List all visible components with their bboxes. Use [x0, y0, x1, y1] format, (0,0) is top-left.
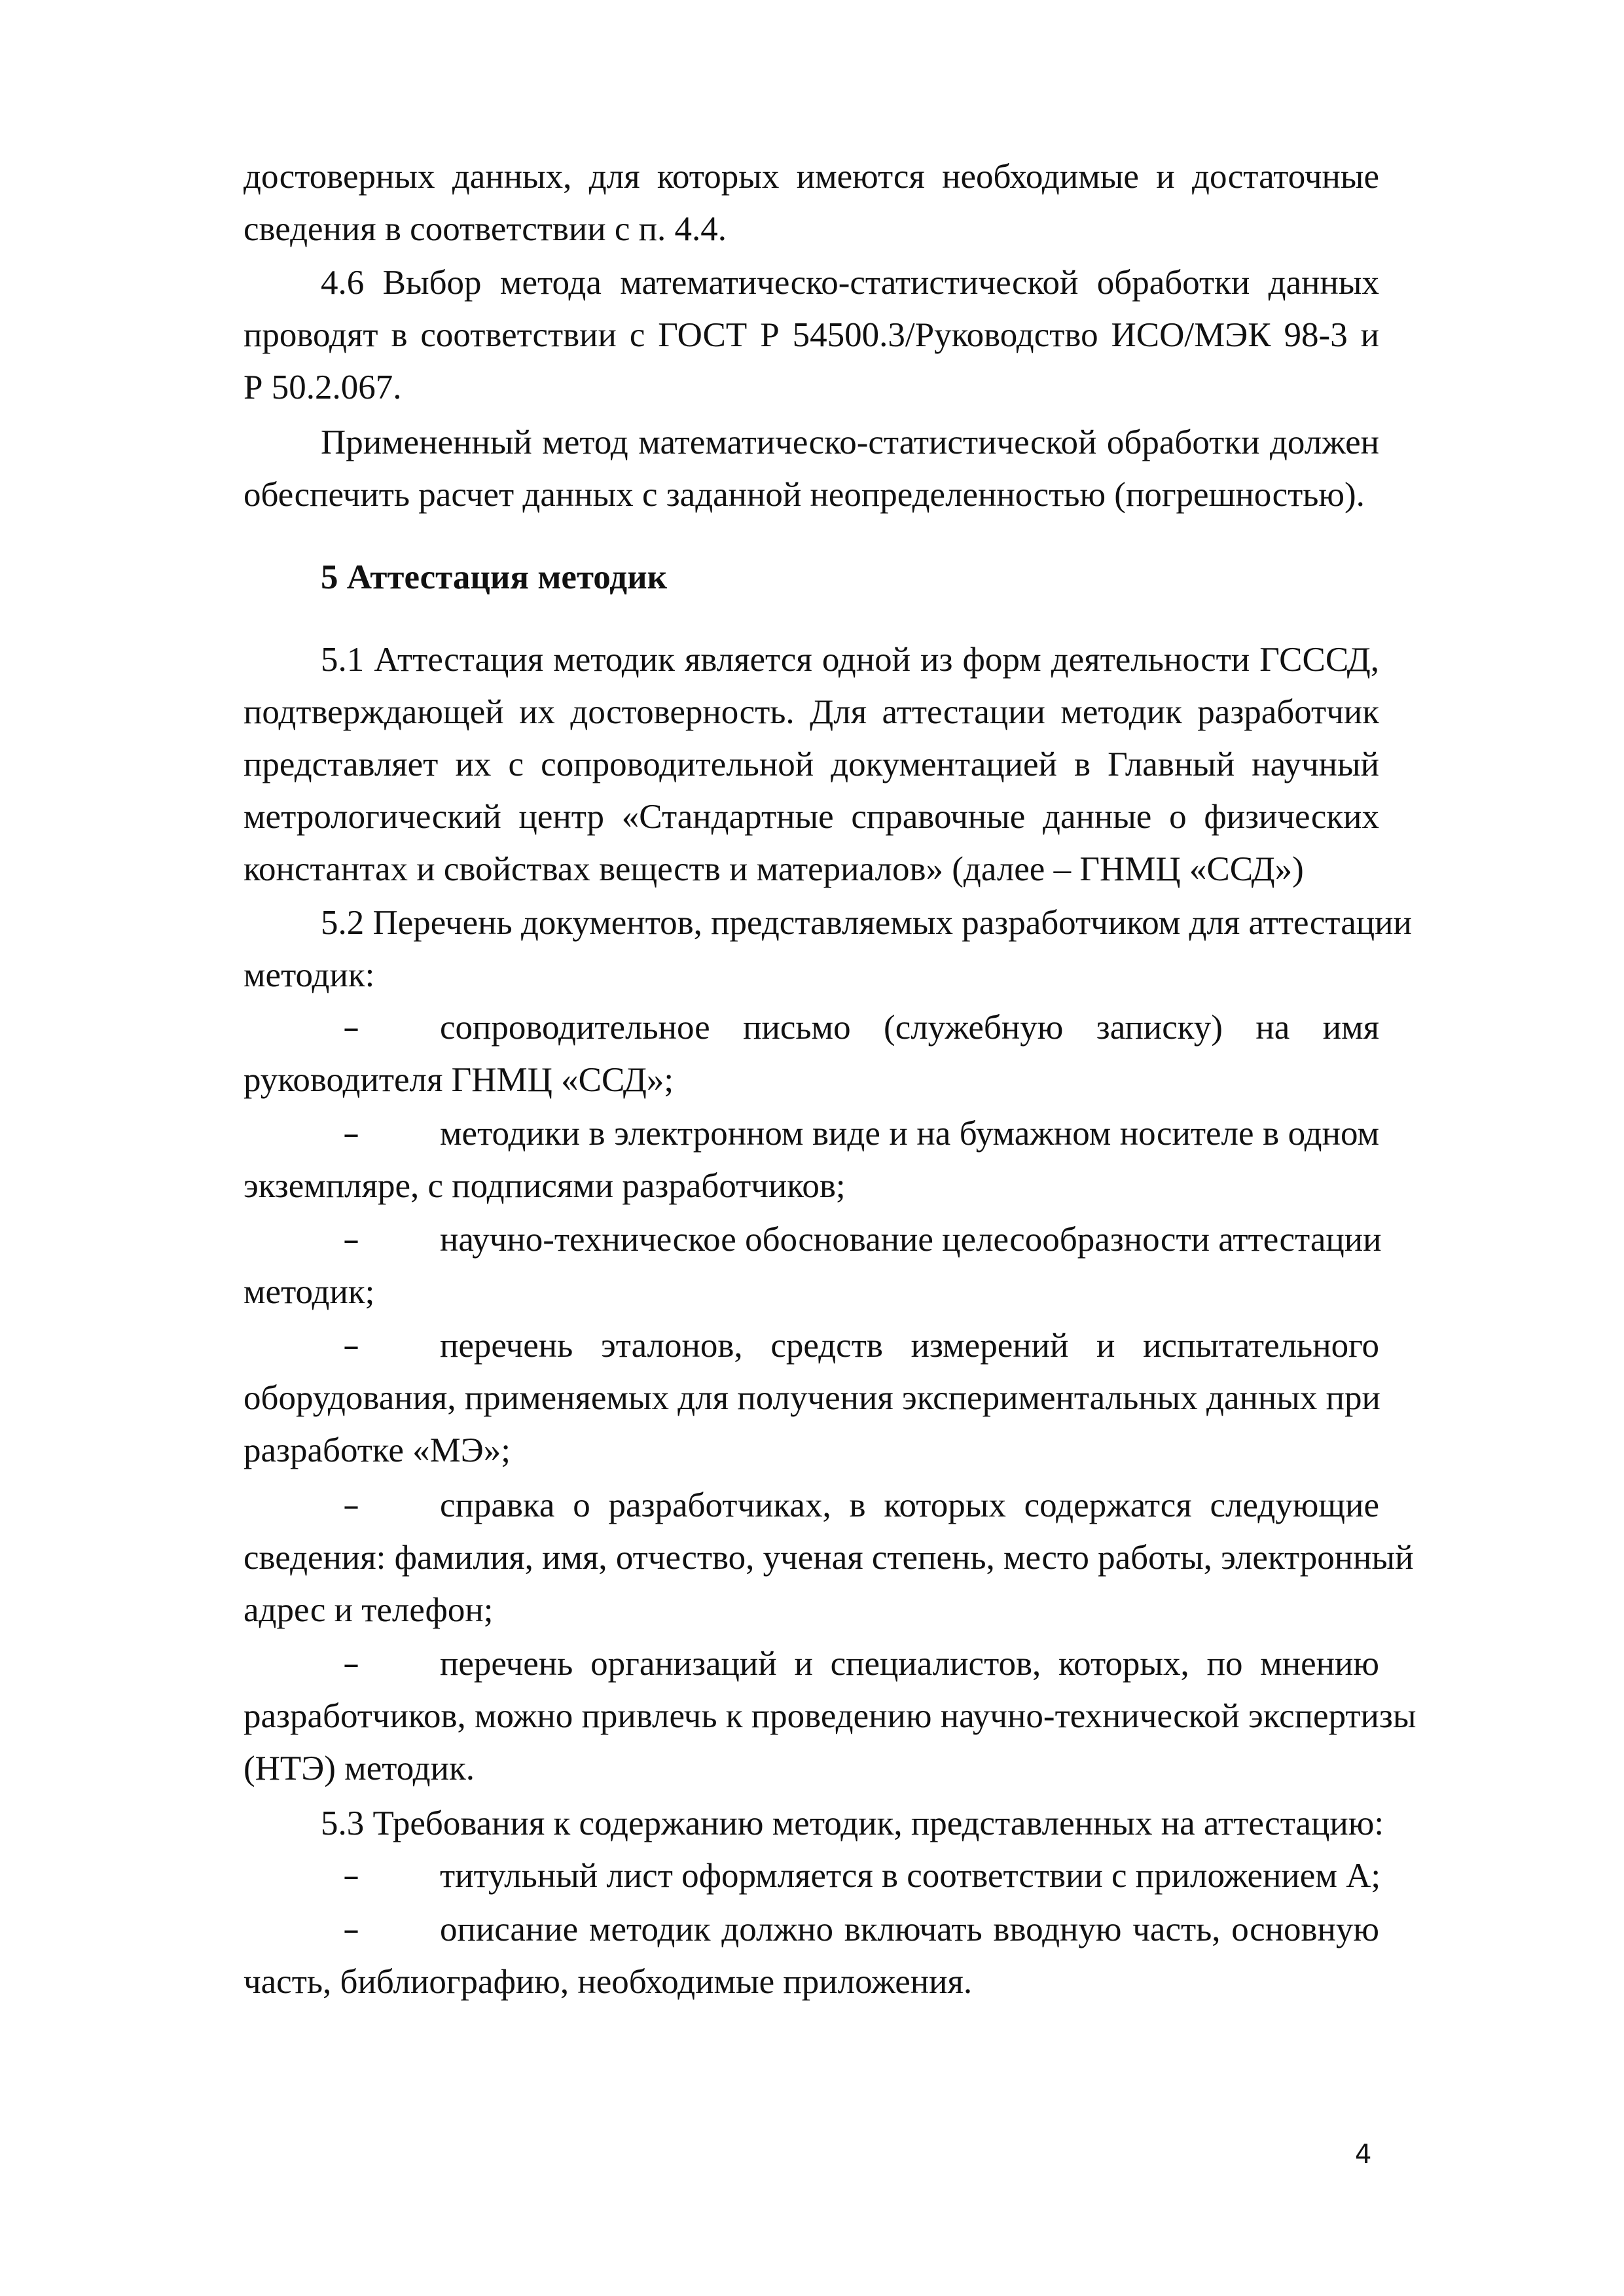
- list-dash: –: [343, 1009, 359, 1047]
- paragraph-5-3-line: 5.3 Требования к содержанию методик, представленных на аттестацию:: [321, 1804, 1384, 1842]
- paragraph-5-2-line: 5.2 Перечень документов, представляемых разработчиком для аттестации: [321, 904, 1412, 942]
- list-item-line: справка о разработчиках, в которых содержатся следующие: [440, 1486, 1379, 1524]
- paragraph-4-6-line: Р 50.2.067.: [244, 368, 402, 406]
- paragraph-line: Примененный метод математическо-статистической обработки должен: [321, 423, 1379, 461]
- list-dash: –: [343, 1115, 359, 1153]
- list-item-line: титульный лист оформляется в соответствии с приложением А;: [440, 1857, 1381, 1895]
- section-heading: 5 Аттестация методик: [321, 558, 668, 596]
- list-item-line: научно-техническое обоснование целесообразности аттестации: [440, 1221, 1382, 1259]
- list-item-line: часть, библиографию, необходимые приложения.: [244, 1963, 973, 2001]
- paragraph-5-1-line: представляет их с сопроводительной документацией в Главный научный: [244, 745, 1379, 783]
- page-number: 4: [1355, 2140, 1372, 2170]
- list-item-line: разработчиков, можно привлечь к проведению научно-технической экспертизы: [244, 1697, 1416, 1735]
- list-item-line: экземпляре, с подписями разработчиков;: [244, 1167, 846, 1205]
- paragraph-4-6-line: проводят в соответствии с ГОСТ Р 54500.3/Руководство ИСО/МЭК 98-3 и: [244, 316, 1379, 354]
- paragraph-line: обеспечить расчет данных с заданной неопределенностью (погрешностью).: [244, 476, 1365, 514]
- paragraph-5-2-line: методик:: [244, 956, 375, 994]
- list-item-line: перечень эталонов, средств измерений и испытательного: [440, 1327, 1379, 1365]
- list-dash: –: [343, 1910, 359, 1948]
- text-line: сведения в соответствии с п. 4.4.: [244, 210, 727, 248]
- list-item-line: сведения: фамилия, имя, отчество, ученая степень, место работы, электронный: [244, 1539, 1414, 1577]
- list-item-line: перечень организаций и специалистов, которых, по мнению: [440, 1645, 1379, 1683]
- list-dash: –: [343, 1857, 359, 1895]
- paragraph-5-1-line: метрологический центр «Стандартные справочные данные о физических: [244, 798, 1379, 836]
- list-item-line: адрес и телефон;: [244, 1591, 494, 1629]
- list-dash: –: [343, 1327, 359, 1365]
- list-item-line: сопроводительное письмо (служебную записку) на имя: [440, 1009, 1379, 1047]
- list-item-line: методик;: [244, 1273, 375, 1311]
- paragraph-5-1-line: константах и свойствах веществ и материалов» (далее – ГНМЦ «ССД»): [244, 850, 1304, 888]
- paragraph-5-1-line: 5.1 Аттестация методик является одной из форм деятельности ГСССД,: [321, 641, 1379, 679]
- list-dash: –: [343, 1486, 359, 1524]
- list-item-line: разработке «МЭ»;: [244, 1431, 511, 1469]
- list-item-line: руководителя ГНМЦ «ССД»;: [244, 1061, 674, 1099]
- list-item-line: (НТЭ) методик.: [244, 1749, 475, 1787]
- paragraph-5-1-line: подтверждающей их достоверность. Для аттестации методик разработчик: [244, 693, 1379, 731]
- paragraph-4-6-line: 4.6 Выбор метода математическо-статистической обработки данных: [321, 264, 1379, 302]
- list-dash: –: [343, 1645, 359, 1683]
- text-line: достоверных данных, для которых имеются необходимые и достаточные: [244, 158, 1379, 196]
- list-item-line: описание методик должно включать вводную часть, основную: [440, 1910, 1379, 1948]
- list-item-line: методики в электронном виде и на бумажном носителе в одном: [440, 1115, 1379, 1153]
- list-dash: –: [343, 1221, 359, 1259]
- list-item-line: оборудования, применяемых для получения экспериментальных данных при: [244, 1379, 1380, 1417]
